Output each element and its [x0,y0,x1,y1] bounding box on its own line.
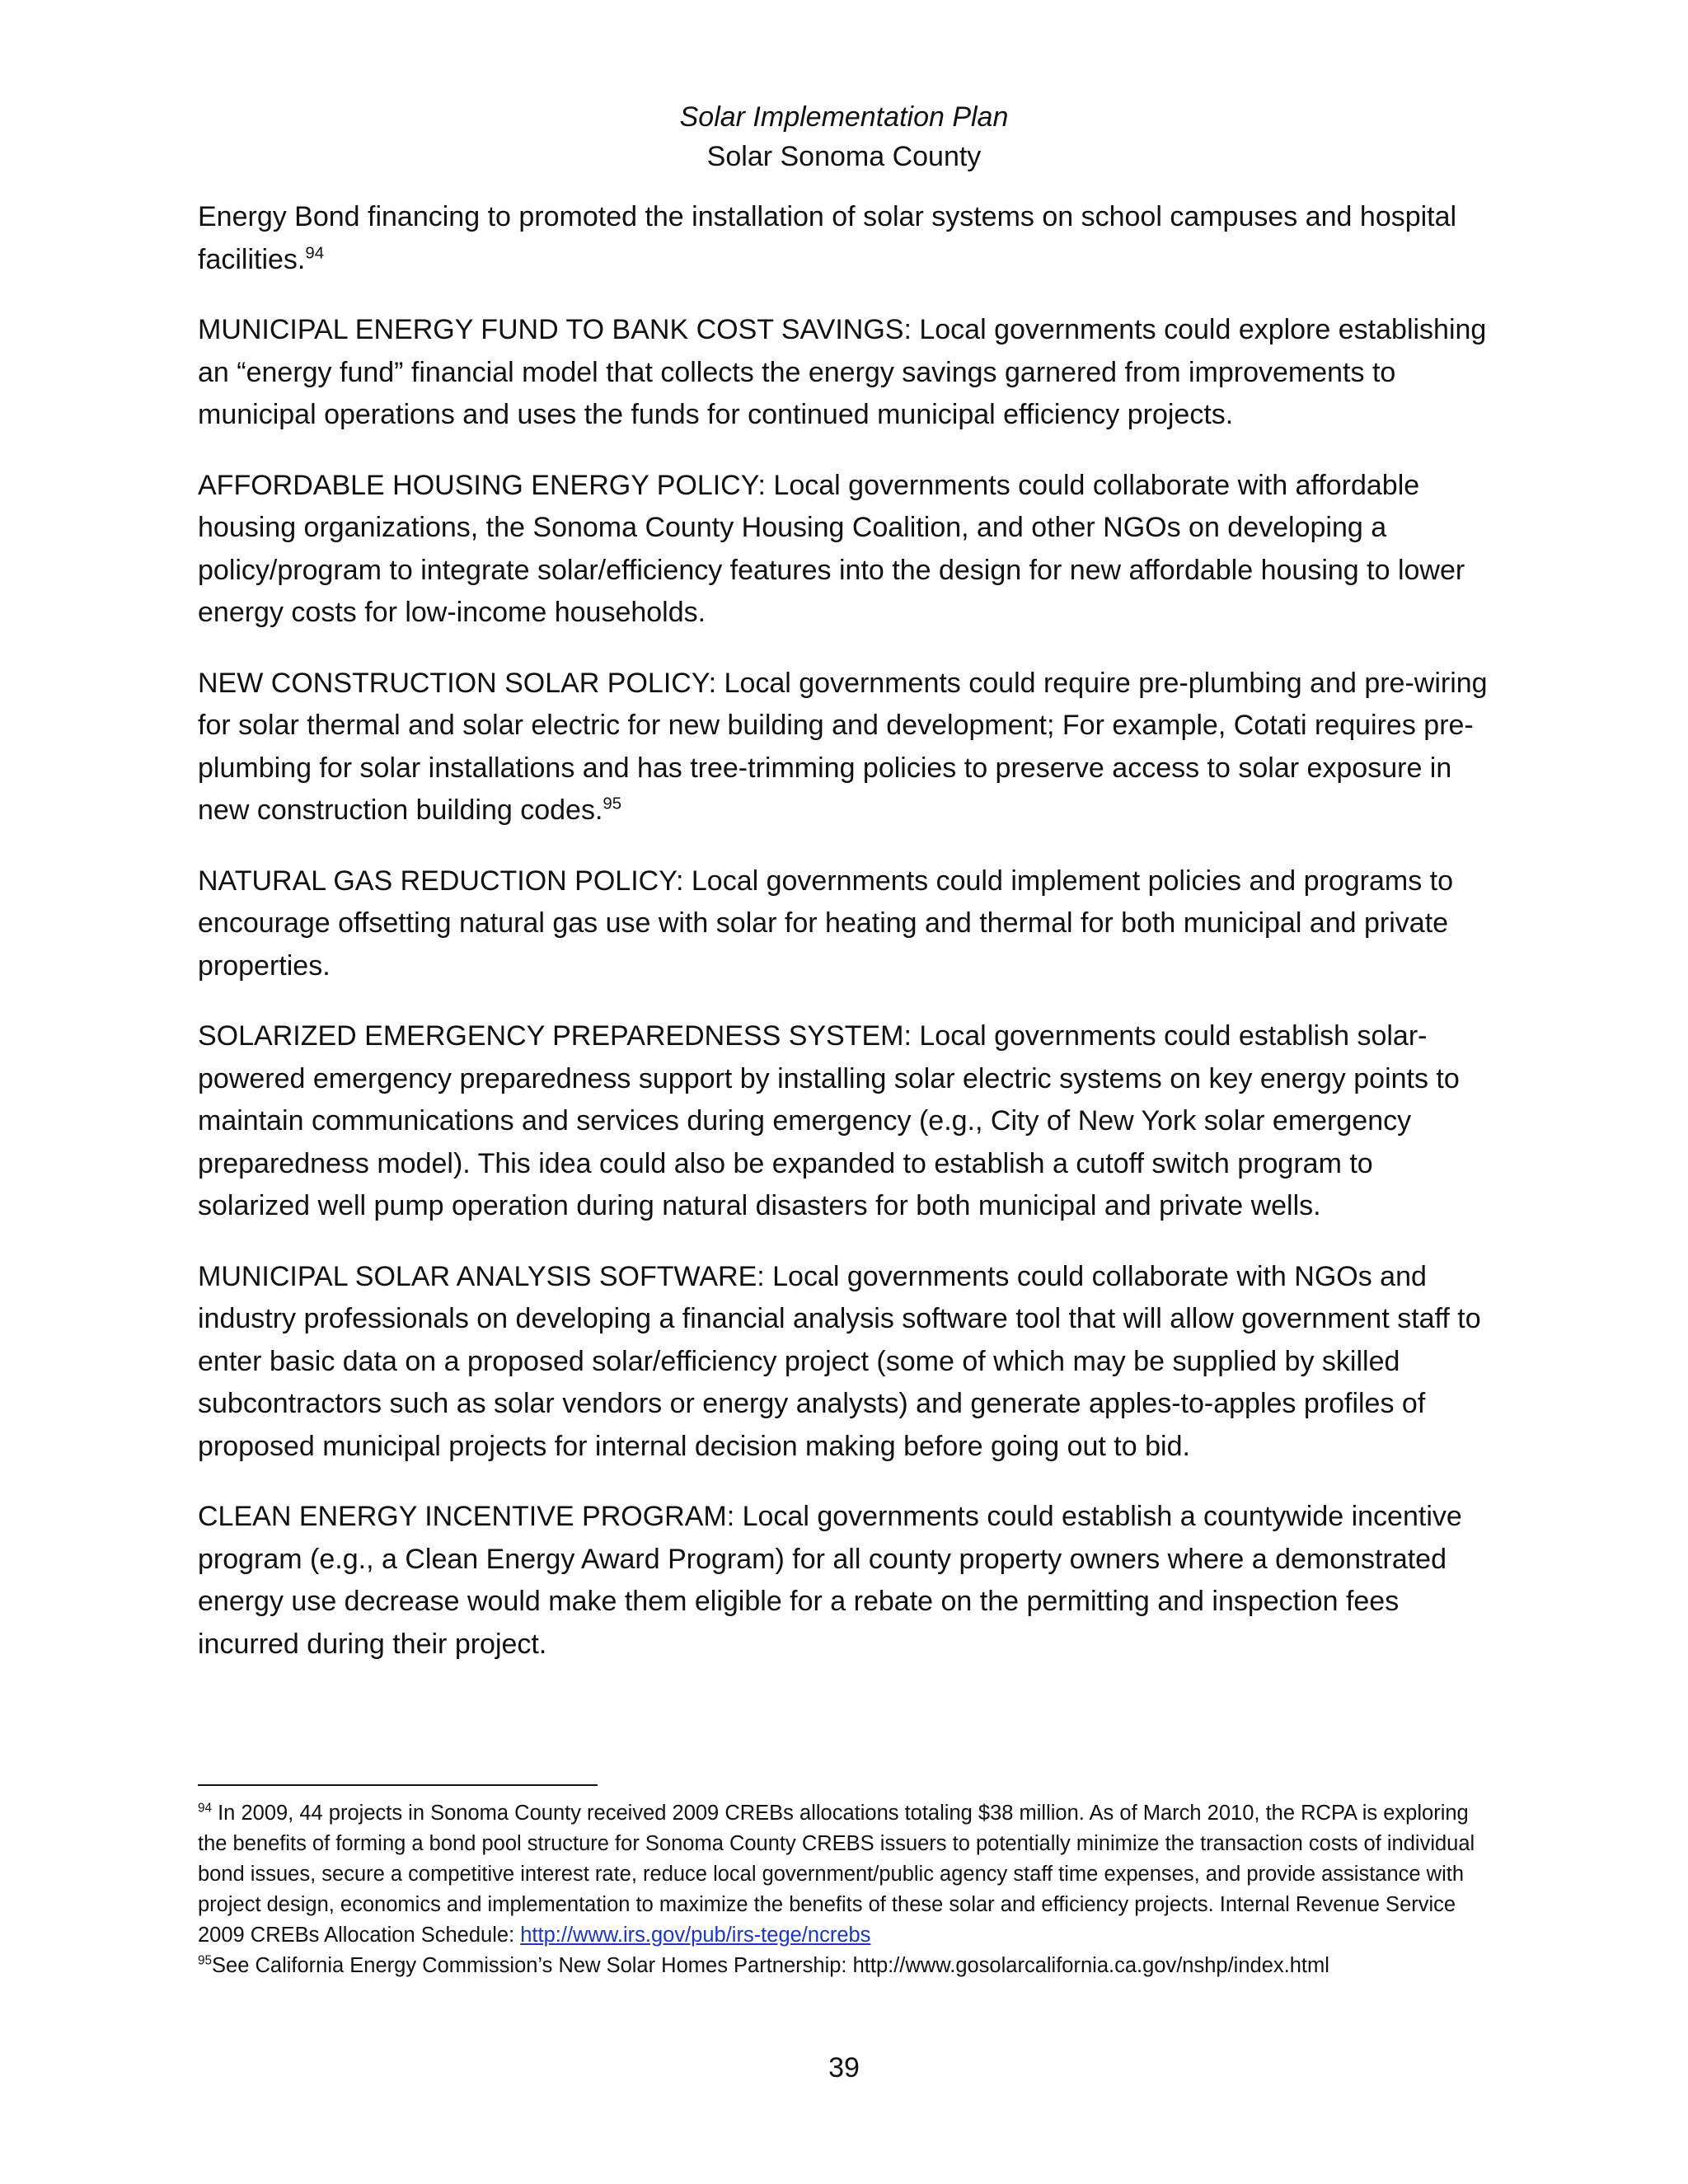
paragraph-text: MUNICIPAL ENERGY FUND TO BANK COST SAVINGS: Local governments could explore establishing an “energy fund” financial model that collects the energy savings garnered from improvements to municipal operations and uses the funds for continued municipal efficiency projects. [198,314,1487,430]
footnote-number: 94 [198,1801,213,1816]
document-title: Solar Implementation Plan [679,101,1009,133]
paragraph-new-construction [198,663,1492,832]
document-subtitle: Solar Sonoma County [706,141,982,172]
irs-crebs-link[interactable]: http://www.irs.gov/pub/irs-tege/ncrebs [520,1924,871,1947]
footnote-text: In 2009, 44 projects in Sonoma County received 2009 CREBs allocations totaling $38 million. As of March 2010, the RCPA is exploring the benefits of forming a bond pool structure for Sonoma County CREBS issuers to potentially minimize the transaction costs of individual bond issues, secure a competitive interest rate, reduce local government/public agency staff time expenses, and provide assistance with project design, economics and implementation to maximize the benefits of these solar and efficiency projects. Internal Revenue Service 2009 CREBs Allocation Schedule: [198,1802,1475,1947]
paragraph-text: MUNICIPAL SOLAR ANALYSIS SOFTWARE: Local governments could collaborate with NGOs and industry professionals on developing a financial analysis software tool that will allow government staff to enter basic data on a proposed solar/efficiency project (some of which may be supplied by skilled subcontractors such as solar vendors or energy analysts) and generate apples-to-apples profiles of proposed municipal projects for internal decision making before going out to bid. [198,1260,1481,1462]
footnote-94 [198,1798,1500,1951]
paragraph-bond-financing [198,196,1492,281]
paragraph-emergency-preparedness [198,1015,1492,1228]
footnote-number: 95 [198,1953,213,1968]
footnote-divider [198,1784,598,1786]
footnote-ref: 94 [305,244,325,263]
footnote-text: See California Energy Commission’s New Solar Homes Partnership: http://www.gosolarcalifornia.ca.gov/nshp/index.html [212,1954,1329,1977]
paragraph-analysis-software [198,1256,1492,1469]
paragraph-clean-energy-incentive [198,1496,1492,1666]
paragraph-text: Energy Bond financing to promoted the installation of solar systems on school campuses and hospital facilities. [198,201,1457,275]
page-number: 39 [828,2052,860,2083]
paragraph-text: NATURAL GAS REDUCTION POLICY: Local governments could implement policies and programs to encourage offsetting natural gas use with solar for heating and thermal for both municipal and private properties. [198,865,1454,982]
page-header [0,97,1688,176]
paragraph-affordable-housing [198,465,1492,635]
paragraph-natural-gas [198,860,1492,988]
paragraph-text: SOLARIZED EMERGENCY PREPAREDNESS SYSTEM: Local governments could establish solar-powered emergency preparedness support by installing solar electric systems on key energy points to maintain communications and services during emergency (e.g., City of New York solar emergency preparedness model). This idea could also be expanded to establish a cutoff switch program to solarized well pump operation during natural disasters for both municipal and private wells. [198,1020,1460,1221]
footnote-95 [198,1951,1500,1981]
paragraph-text: NEW CONSTRUCTION SOLAR POLICY: Local governments could require pre-plumbing and pre-wiring for solar thermal and solar electric for new building and development; For example, Cotati requires pre-plumbing for solar installations and has tree-trimming policies to preserve access to solar exposure in new construction building codes. [198,667,1488,826]
paragraph-text: CLEAN ENERGY INCENTIVE PROGRAM: Local governments could establish a countywide incentive program (e.g., a Clean Energy Award Program) for all county property owners where a demonstrated energy use decrease would make them eligible for a rebate on the permitting and inspection fees incurred during their project. [198,1501,1462,1660]
paragraph-text: AFFORDABLE HOUSING ENERGY POLICY: Local governments could collaborate with affordable housing organizations, the Sonoma County Housing Coalition, and other NGOs on developing a policy/program to integrate solar/efficiency features into the design for new affordable housing to lower energy costs for low-income households. [198,469,1465,628]
paragraph-municipal-energy-fund [198,309,1492,437]
footnote-ref: 95 [603,794,622,813]
body-text [198,196,1492,1694]
footnotes [198,1798,1500,1981]
